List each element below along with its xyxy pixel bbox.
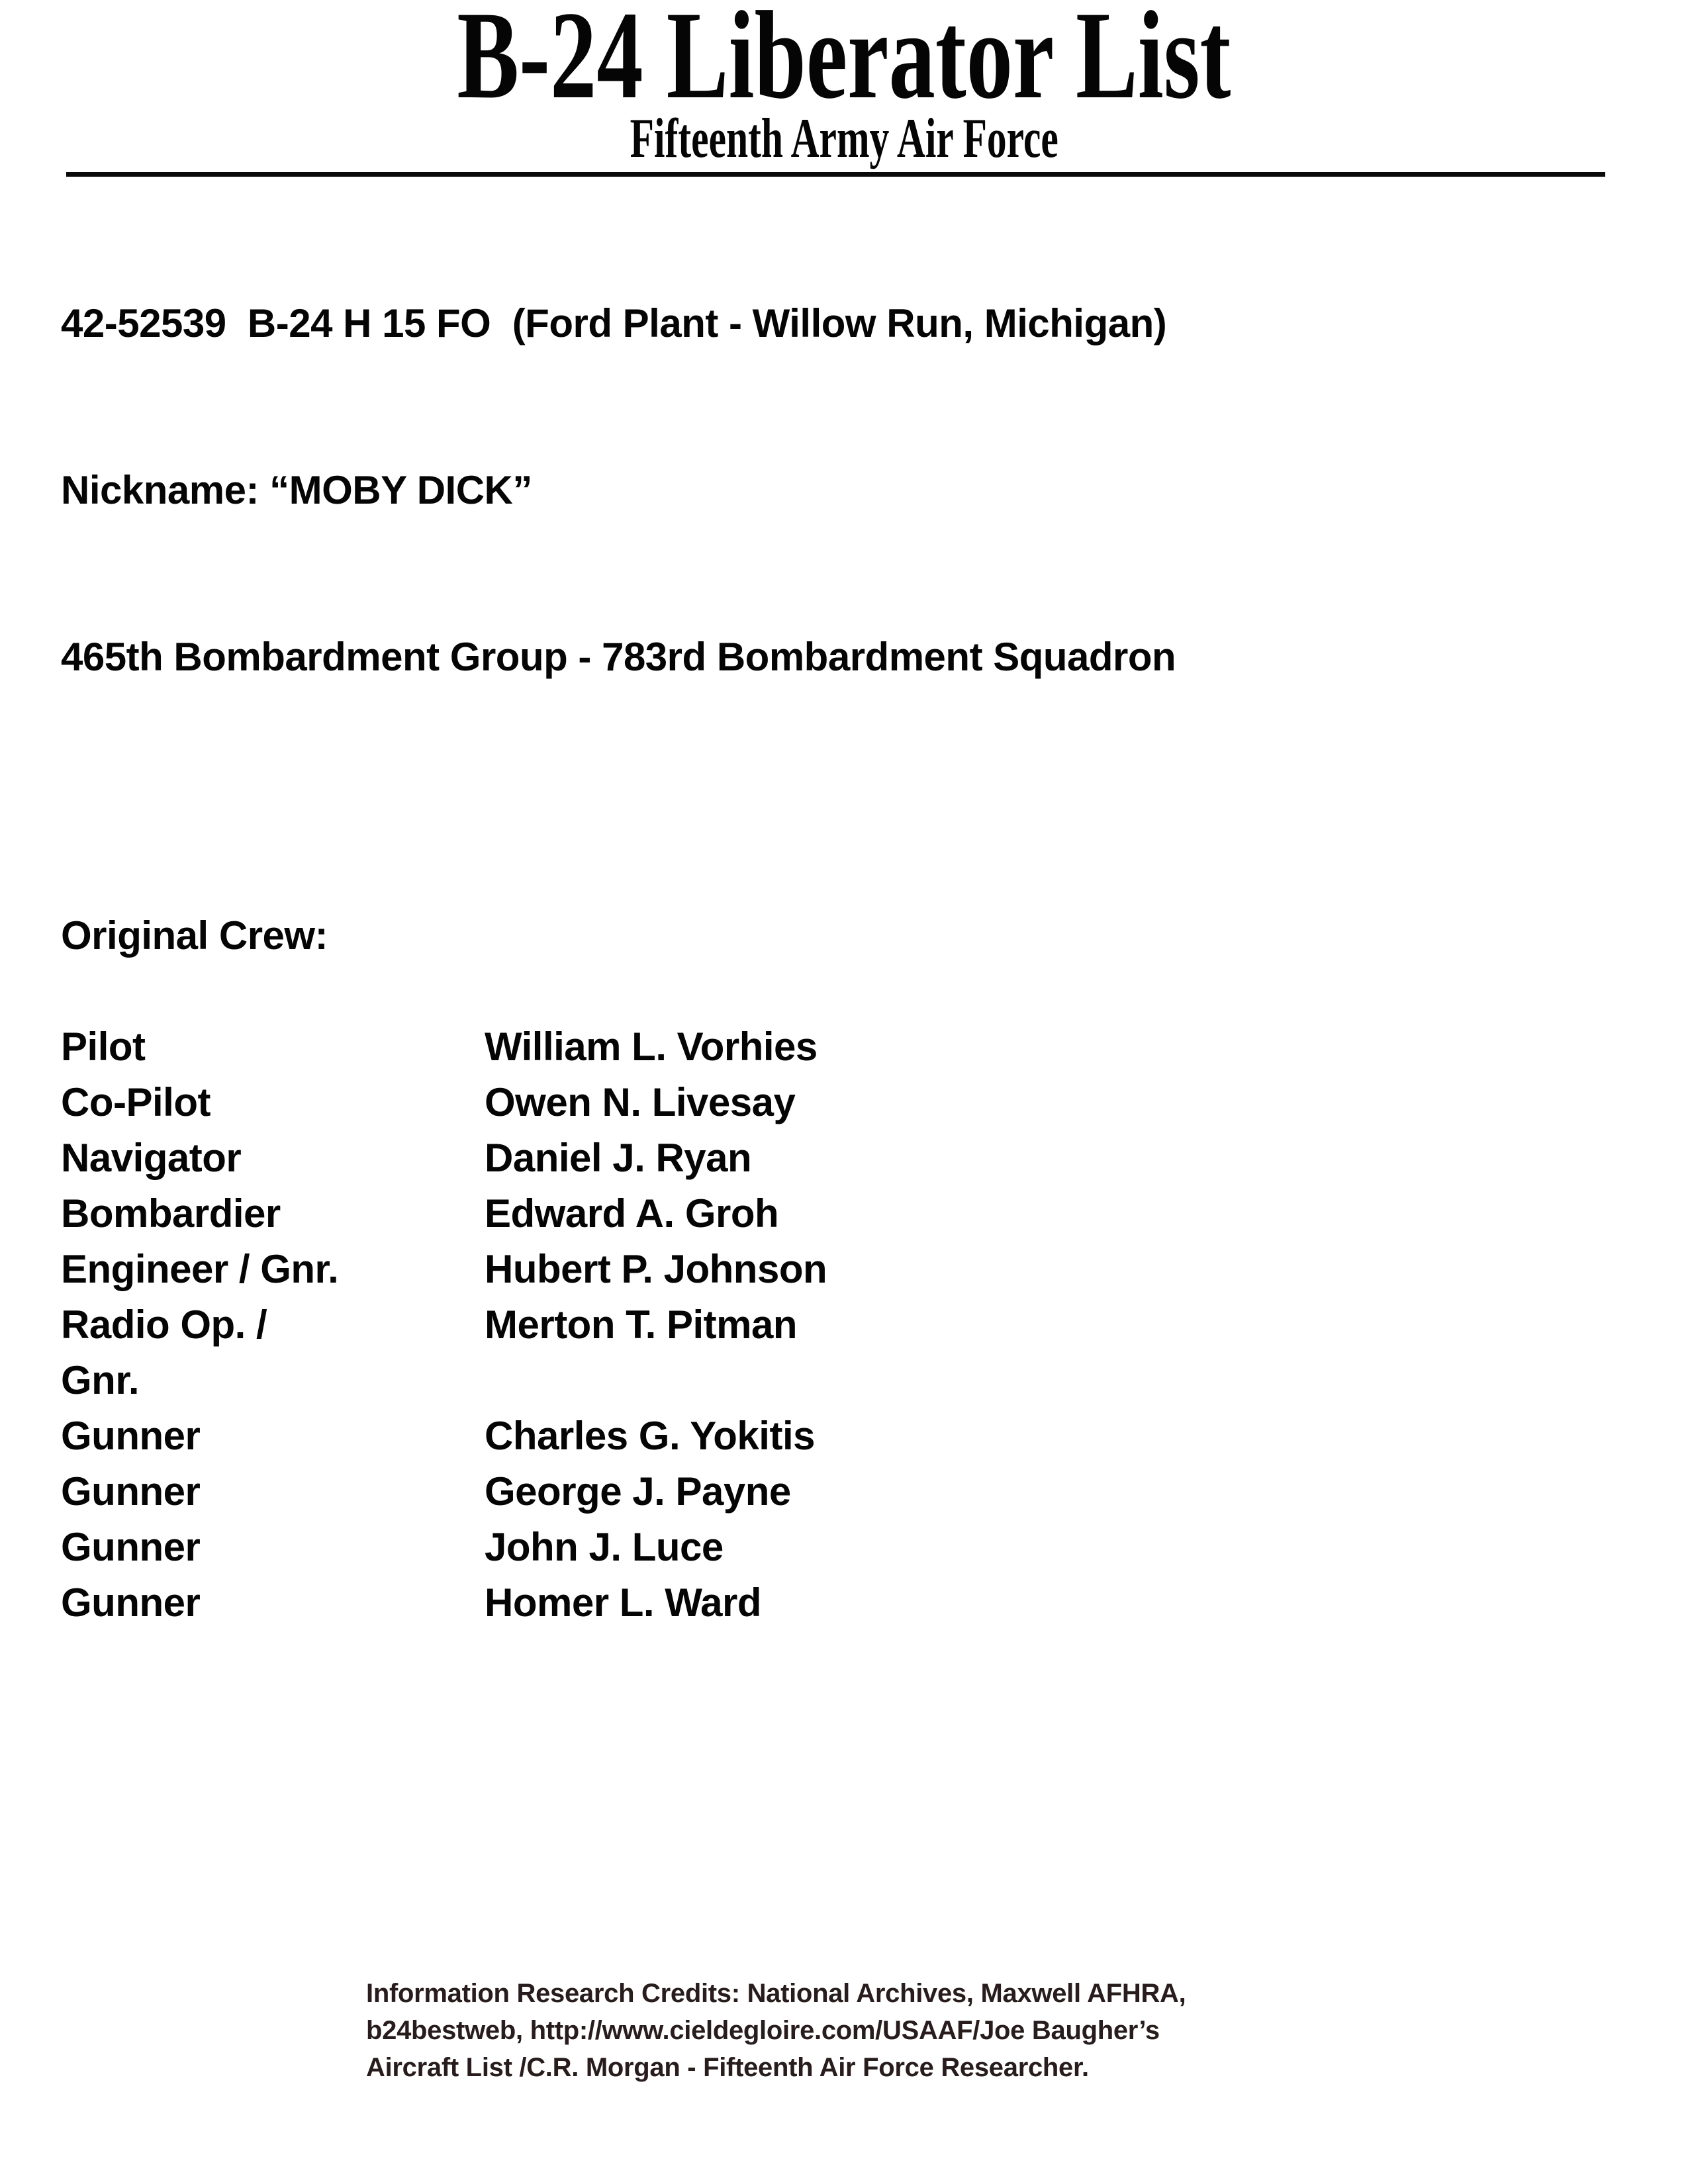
crew-name: Charles G. Yokitis [485,1414,815,1458]
aircraft-unit-line: 465th Bombardment Group - 783rd Bombardment Squadron [61,635,1176,679]
crew-role: Engineer / Gnr. [61,1247,339,1291]
crew-row [61,1075,1688,1130]
crew-role: Radio Op. / Gnr. [61,1302,267,1402]
aircraft-serial-line: 42-52539 B-24 H 15 FO (Ford Plant - Willow Run, Michigan) [61,301,1167,345]
crew-name: Owen N. Livesay [485,1080,796,1124]
document-header [0,0,1688,177]
header-divider [66,172,1605,177]
credits-footer [366,1975,1186,2086]
crew-role: Gunner [61,1525,201,1569]
crew-row [61,1130,1688,1186]
crew-role: Pilot [61,1024,146,1069]
crew-role: Gunner [61,1580,201,1625]
crew-name: Merton T. Pitman [485,1302,798,1347]
crew-row [61,1575,1688,1631]
crew-row [61,1242,1688,1297]
crew-role: Gunner [61,1469,201,1514]
crew-name: Daniel J. Ryan [485,1136,752,1180]
crew-role: Navigator [61,1136,242,1180]
credits-line: Aircraft List /C.R. Morgan - Fifteenth Air Force Researcher. [366,2053,1089,2082]
crew-name: Hubert P. Johnson [485,1247,827,1291]
page-subtitle-text: Fifteenth Army Air Force [630,107,1058,169]
crew-row [61,1464,1688,1520]
crew-row [61,1019,1688,1075]
credits-line: Information Research Credits: National Archives, Maxwell AFHRA, [366,1979,1186,2008]
crew-row [61,1297,1688,1408]
crew-list [61,1019,1688,1631]
page-title [0,0,1688,125]
page-title-text: B-24 Liberator List [457,0,1231,125]
aircraft-nickname-line: Nickname: “MOBY DICK” [61,468,532,512]
crew-row [61,1186,1688,1242]
crew-role: Bombardier [61,1191,281,1236]
crew-row [61,1408,1688,1464]
crew-heading: Original Crew: [61,913,328,958]
crew-name: Homer L. Ward [485,1580,761,1625]
crew-name: Edward A. Groh [485,1191,779,1236]
page-subtitle [0,107,1688,169]
crew-role: Gunner [61,1414,201,1458]
aircraft-info-block [61,185,1648,796]
credits-line: b24bestweb, http://www.cieldegloire.com/USAAF/Joe Baugher’s [366,2016,1160,2045]
crew-name: William L. Vorhies [485,1024,818,1069]
crew-name: John J. Luce [485,1525,724,1569]
crew-name: George J. Payne [485,1469,791,1514]
crew-row [61,1520,1688,1575]
crew-role: Co-Pilot [61,1080,211,1124]
